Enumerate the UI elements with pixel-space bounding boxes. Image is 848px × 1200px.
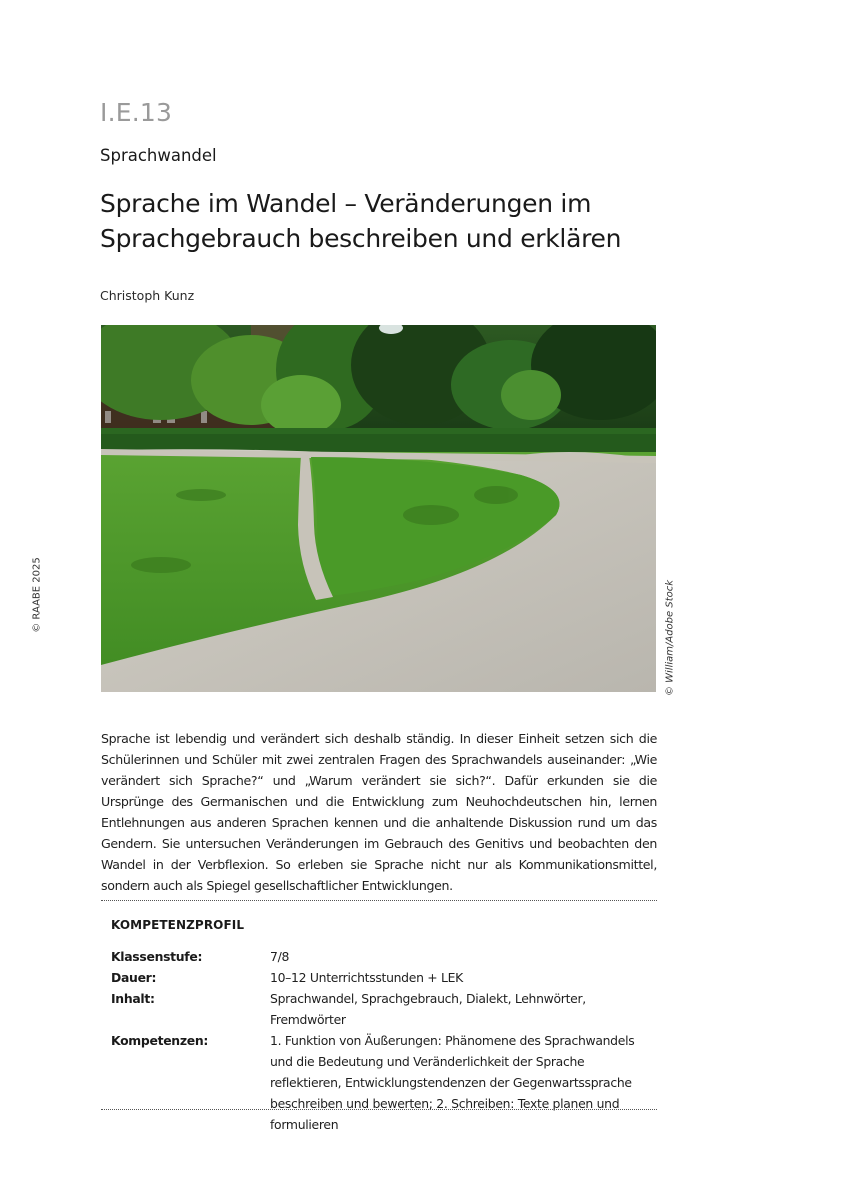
category-label: Sprachwandel bbox=[100, 146, 217, 165]
author: Christoph Kunz bbox=[100, 288, 195, 303]
profile-value: Sprachwandel, Sprachgebrauch, Dialekt, Lehnwörter, Fremdwörter bbox=[270, 991, 586, 1027]
divider-top bbox=[101, 900, 657, 901]
profile-row-grade bbox=[111, 946, 657, 967]
profile-row-content bbox=[111, 988, 657, 1030]
divider-bottom bbox=[101, 1109, 657, 1110]
profile-heading: KOMPETENZPROFIL bbox=[111, 918, 245, 932]
side-copyright: © RAABE 2025 bbox=[31, 557, 43, 633]
competence-profile bbox=[111, 918, 657, 1135]
profile-row-competences bbox=[111, 1030, 657, 1135]
intro-paragraph: Sprache ist lebendig und verändert sich deshalb ständig. In dieser Einheit setzen sich die Schülerinnen und Schüler mit zwei zentralen Fragen des Sprachwandels auseinander: „Wie verändert sich Sprache?“ und „Warum verändert sie sich?“. Dafür erkunden sie die Ursprünge des Germanischen und die Entwicklung zum Neuhochdeutschen hin, lernen Entlehnungen aus anderen Sprachen kennen und die anhaltende Diskussion rund um das Gendern. Sie untersuchen Veränderungen im Gebrauch des Genitivs und beobachten den Wandel in der Verbflexion. So erleben sie Sprache nicht nur als Kommunikationsmittel, sondern auch als Spiegel gesellschaftlicher Entwicklungen. bbox=[101, 731, 657, 893]
profile-value: 10–12 Unterrichtsstunden + LEK bbox=[270, 970, 463, 985]
page-title bbox=[100, 186, 700, 256]
profile-label: Klassenstufe: bbox=[111, 949, 203, 964]
title-line-2: Sprachgebrauch beschreiben und erklären bbox=[100, 224, 622, 253]
profile-label: Kompetenzen: bbox=[111, 1033, 209, 1048]
unit-code: I.E.13 bbox=[100, 98, 173, 127]
profile-value: 7/8 bbox=[270, 949, 290, 964]
profile-row-duration bbox=[111, 967, 657, 988]
photo-credit: © William/Adobe Stock bbox=[664, 579, 676, 697]
cover-photo bbox=[101, 325, 656, 692]
profile-value: 1. Funktion von Äußerungen: Phänomene des Sprachwandels und die Bedeutung und Veränderlichkeit der Sprache reflektieren, Entwicklungstendenzen der Gegenwartssprache beschreiben und bewerten; 2. Schreiben: Texte planen und formulieren bbox=[270, 1033, 635, 1132]
profile-label: Inhalt: bbox=[111, 991, 155, 1006]
profile-label: Dauer: bbox=[111, 970, 157, 985]
title-line-1: Sprache im Wandel – Veränderungen im bbox=[100, 189, 592, 218]
